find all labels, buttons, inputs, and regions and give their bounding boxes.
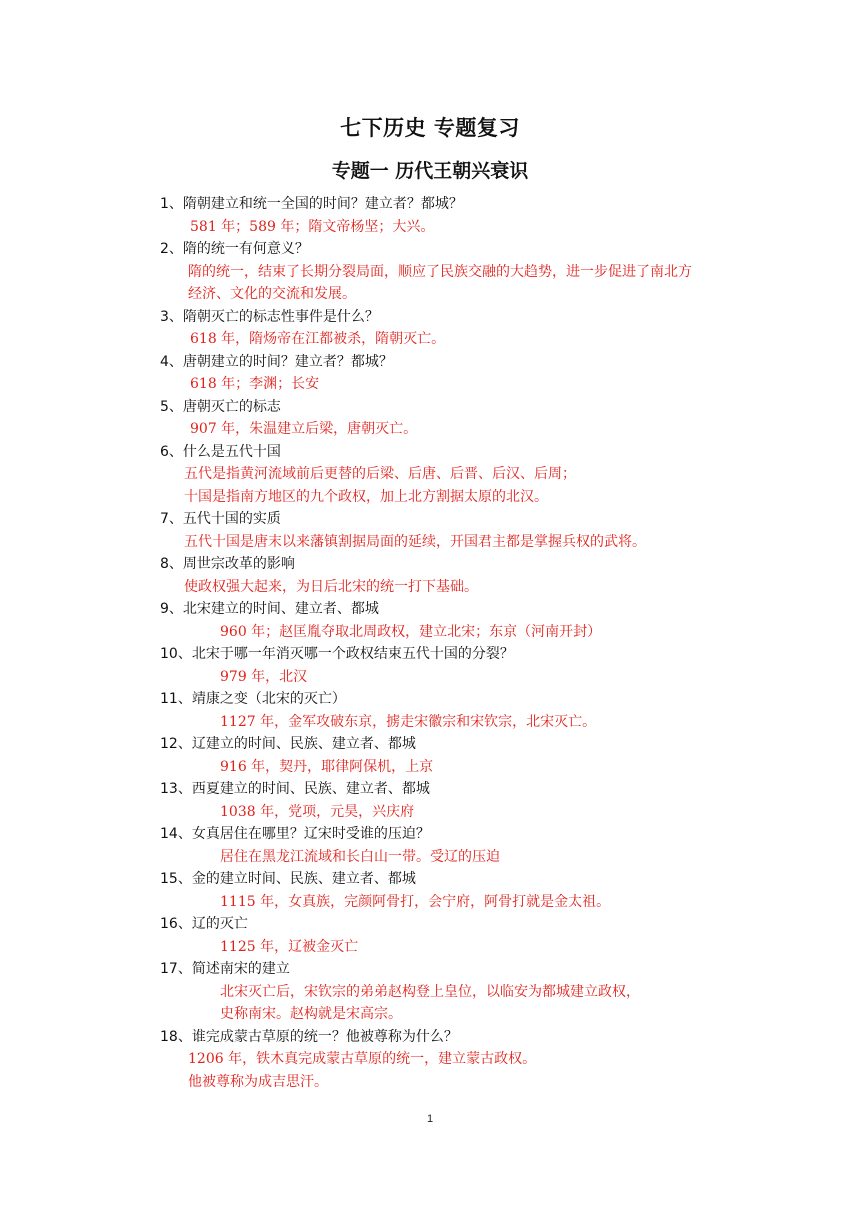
- answer-text: 使政权强大起来，为日后北宋的统一打下基础。: [184, 578, 478, 595]
- answer-text: 618 年；李渊；长安: [190, 376, 320, 392]
- question-text: 10、北宋于哪一年消灭哪一个政权结束五代十国的分裂？: [160, 646, 514, 662]
- page-title: 七下历史 专题复习: [340, 116, 520, 140]
- question-text: 9、北宋建立的时间、建立者、都城: [160, 601, 379, 617]
- question-text: 17、简述南宋的建立: [160, 961, 290, 977]
- question-text: 5、唐朝灭亡的标志: [160, 398, 281, 415]
- question-text: 4、唐朝建立的时间？建立者？都城？: [160, 353, 393, 370]
- answer-text: 1038 年，党项，元昊，兴庆府: [220, 803, 415, 820]
- answer-text: 五代是指黄河流域前后更替的后梁、后唐、后晋、后汉、后周；: [184, 466, 576, 482]
- question-text: 14、女真居住在哪里？辽宋时受谁的压迫？: [160, 826, 430, 842]
- question-item-5: [160, 396, 780, 441]
- question-item-15: [160, 868, 780, 913]
- question-item-11: [160, 688, 780, 733]
- section-title: 专题一 历代王朝兴衰识: [331, 160, 529, 182]
- question-list: [160, 193, 780, 1093]
- question-item-3: [160, 306, 780, 351]
- answer-text: 史称南宋。赵构就是宋高宗。: [220, 1006, 402, 1022]
- question-item-13: [160, 778, 780, 823]
- question-item-1: [160, 193, 780, 238]
- answer-text: 960 年；赵匡胤夺取北周政权，建立北宋；东京（河南开封）: [220, 623, 602, 640]
- answer-text: 1125 年，辽被金灭亡: [220, 938, 359, 955]
- page-number: 1: [426, 1113, 434, 1125]
- question-text: 16、辽的灭亡: [160, 916, 248, 932]
- question-item-10: [160, 643, 780, 688]
- question-text: 1、隋朝建立和统一全国的时间？建立者？都城？: [160, 196, 463, 212]
- answer-text: 经济、文化的交流和发展。: [188, 286, 356, 302]
- question-text: 8、周世宗改革的影响: [160, 556, 295, 572]
- question-item-9: [160, 598, 780, 643]
- answer-text: 居住在黑龙江流域和长白山一带。受辽的压迫: [220, 848, 500, 865]
- question-text: 12、辽建立的时间、民族、建立者、都城: [160, 736, 416, 752]
- answer-text: 十国是指南方地区的九个政权，加上北方割据太原的北汉。: [184, 488, 548, 505]
- question-item-2: [160, 238, 780, 306]
- question-item-14: [160, 823, 780, 868]
- answer-text: 1115 年，女真族，完颜阿骨打，会宁府，阿骨打就是金太祖。: [220, 893, 611, 910]
- answer-text: 1206 年，铁木真完成蒙古草原的统一，建立蒙古政权。: [188, 1051, 537, 1067]
- question-text: 3、隋朝灭亡的标志性事件是什么？: [160, 308, 379, 325]
- answer-text: 618 年，隋炀帝在江都被杀，隋朝灭亡。: [190, 331, 446, 347]
- question-text: 2、隋的统一有何意义？: [160, 241, 309, 257]
- question-item-18: [160, 1026, 780, 1094]
- question-text: 11、靖康之变（北宋的灭亡）: [160, 691, 346, 707]
- answer-text: 581 年；589 年；隋文帝杨坚；大兴。: [190, 218, 435, 235]
- question-item-6: [160, 441, 780, 509]
- question-text: 6、什么是五代十国: [160, 443, 281, 460]
- question-item-17: [160, 958, 780, 1026]
- answer-text: 907 年，朱温建立后梁，唐朝灭亡。: [190, 421, 418, 437]
- question-text: 18、谁完成蒙古草原的统一？他被尊称为什么？: [160, 1028, 458, 1045]
- question-text: 7、五代十国的实质: [160, 511, 281, 527]
- question-text: 15、金的建立时间、民族、建立者、都城: [160, 871, 416, 887]
- question-item-12: [160, 733, 780, 778]
- answer-text: 916 年，契丹，耶律阿保机，上京: [220, 758, 434, 775]
- answer-text: 1127 年，金军攻破东京，掳走宋徽宗和宋钦宗，北宋灭亡。: [220, 713, 597, 730]
- question-text: 13、西夏建立的时间、民族、建立者、都城: [160, 781, 430, 797]
- question-item-7: [160, 508, 780, 553]
- answer-text: 隋的统一，结束了长期分裂局面，顺应了民族交融的大趋势，进一步促进了南北方: [188, 263, 692, 280]
- answer-text: 五代十国是唐末以来藩镇割据局面的延续，开国君主都是掌握兵权的武将。: [184, 533, 646, 550]
- answer-text: 979 年，北汉: [220, 668, 308, 685]
- question-item-8: [160, 553, 780, 598]
- answer-text: 北宋灭亡后，宋钦宗的弟弟赵构登上皇位，以临安为都城建立政权，: [220, 983, 640, 1000]
- question-item-4: [160, 351, 780, 396]
- answer-text: 他被尊称为成吉思汗。: [188, 1073, 328, 1090]
- question-item-16: [160, 913, 780, 958]
